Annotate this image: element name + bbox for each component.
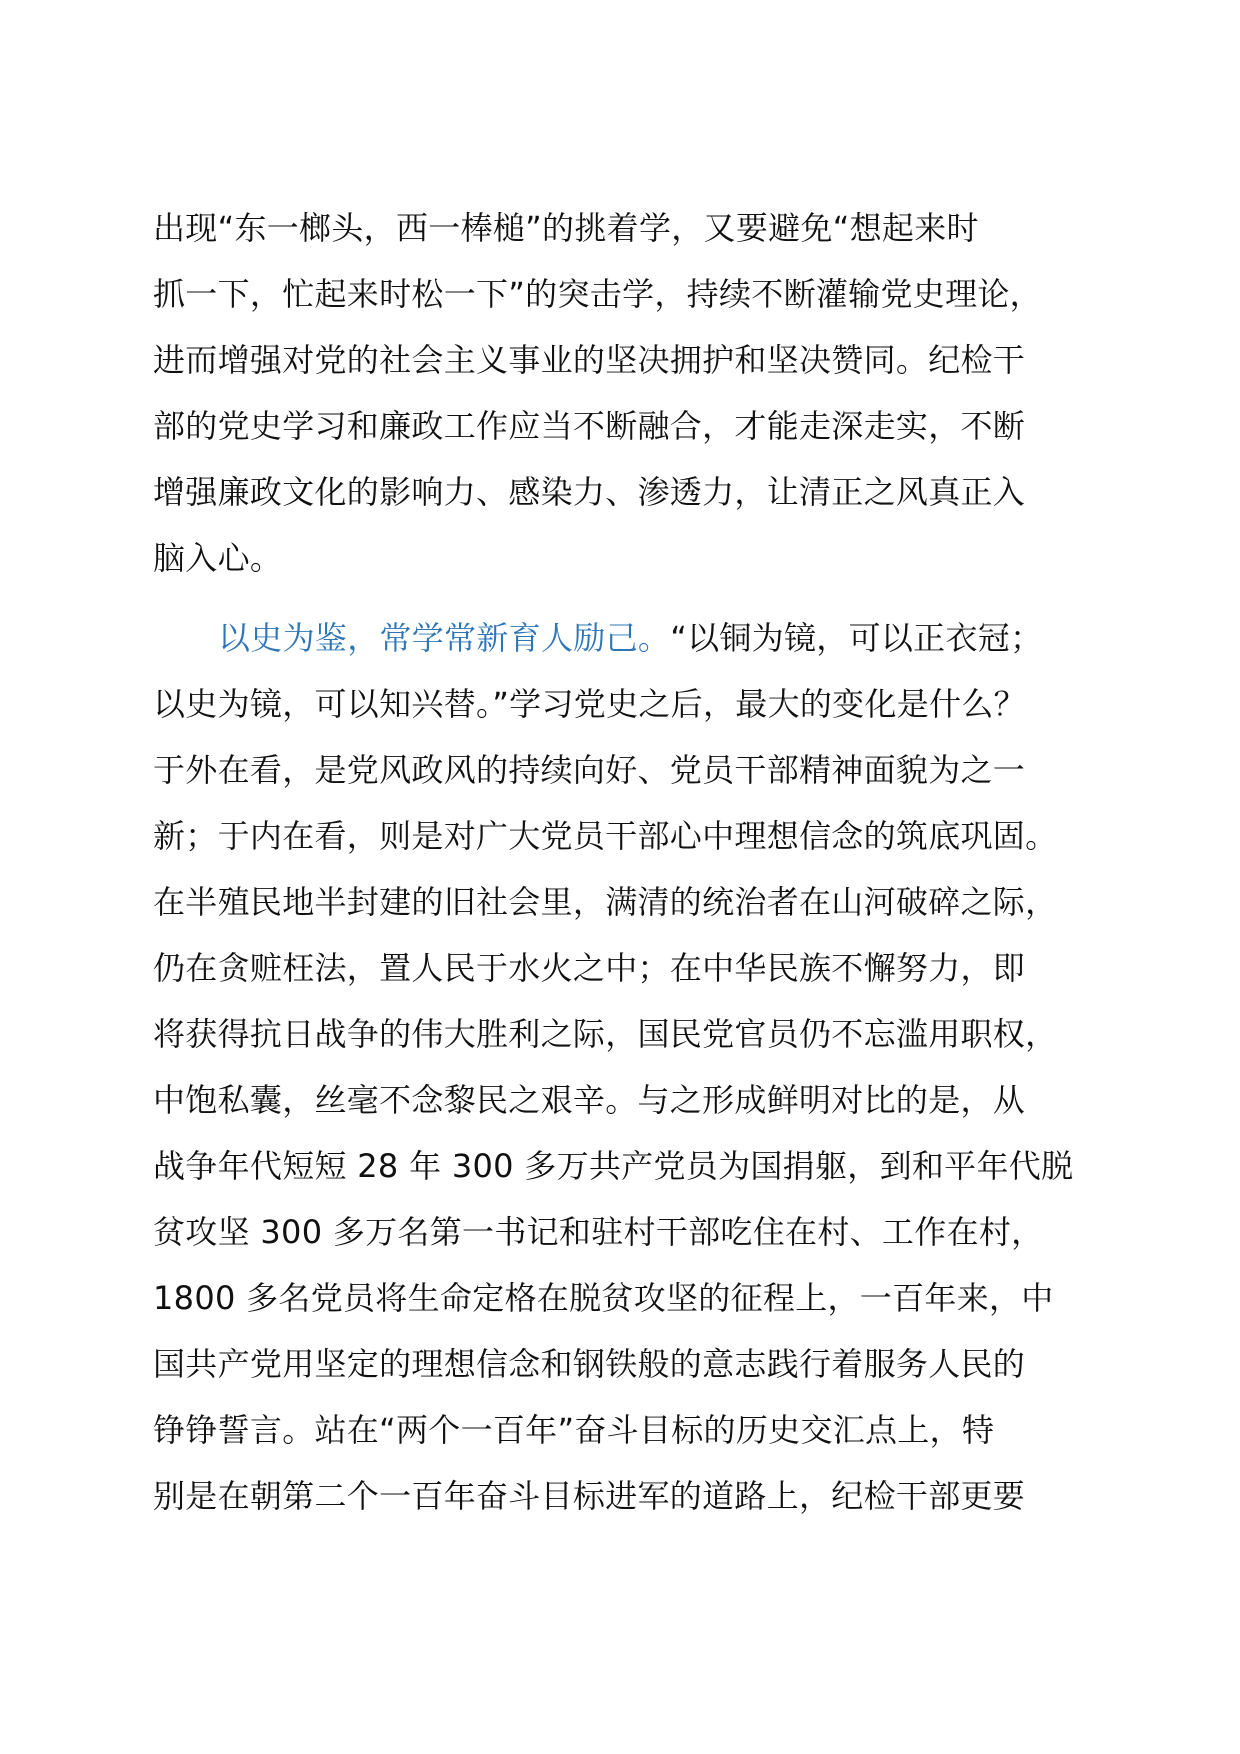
paragraph-2-line: 国共产党用坚定的理想信念和钢铁般的意志践行着服务人民的 <box>153 1345 1026 1383</box>
paragraph-2-line: 中饱私囊，丝毫不念黎民之艰辛。与之形成鲜明对比的是，从 <box>153 1081 1026 1119</box>
paragraph-1-line: 增强廉政文化的影响力、感染力、渗透力，让清正之风真正入 <box>153 473 1026 511</box>
paragraph-1-line: 部的党史学习和廉政工作应当不断融合，才能走深走实，不断 <box>153 407 1026 445</box>
paragraph-1 <box>153 195 1113 591</box>
paragraph-2-heading: 以史为鉴，常学常新育人励己。 <box>218 619 671 657</box>
paragraph-2-line: 于外在看，是党风政风的持续向好、党员干部精神面貌为之一 <box>153 751 1026 789</box>
paragraph-1-line: 脑入心。 <box>153 539 283 577</box>
paragraph-2-first-line <box>153 605 1113 671</box>
paragraph-2-line: 仍在贪赃枉法，置人民于水火之中；在中华民族不懈努力，即 <box>153 949 1026 987</box>
paragraph-2 <box>153 605 1113 1529</box>
paragraph-2-line: 在半殖民地半封建的旧社会里，满清的统治者在山河破碎之际， <box>153 883 1058 921</box>
paragraph-2-line: 以史为镜，可以知兴替。”学习党史之后，最大的变化是什么？ <box>153 685 1026 723</box>
paragraph-1-line: 出现“东一榔头，西一棒槌”的挑着学，又要避免“想起来时 <box>153 209 979 247</box>
paragraph-1-line: 抓一下，忙起来时松一下”的突击学，持续不断灌输党史理论， <box>153 275 1042 313</box>
paragraph-1-line: 进而增强对党的社会主义事业的坚决拥护和坚决赞同。纪检干 <box>153 341 1026 379</box>
paragraph-2-line: 铮铮誓言。站在“两个一百年”奋斗目标的历史交汇点上，特 <box>153 1411 995 1449</box>
paragraph-2-line: 将获得抗日战争的伟大胜利之际，国民党官员仍不忘滥用职权， <box>153 1015 1058 1053</box>
paragraph-2-line: 别是在朝第二个一百年奋斗目标进军的道路上，纪检干部更要 <box>153 1477 1026 1515</box>
paragraph-2-first-line-text: “以铜为镜，可以正衣冠； <box>670 619 1043 657</box>
paragraph-2-line: 1800 多名党员将生命定格在脱贫攻坚的征程上，一百年来，中 <box>153 1279 1054 1317</box>
paragraph-2-line: 贫攻坚 300 多万名第一书记和驻村干部吃住在村、工作在村， <box>153 1213 1044 1251</box>
paragraph-2-line: 战争年代短短 28 年 300 多万共产党员为国捐躯，到和平年代脱 <box>153 1147 1074 1185</box>
paragraph-2-line: 新；于内在看，则是对广大党员干部心中理想信念的筑底巩固。 <box>153 817 1058 855</box>
